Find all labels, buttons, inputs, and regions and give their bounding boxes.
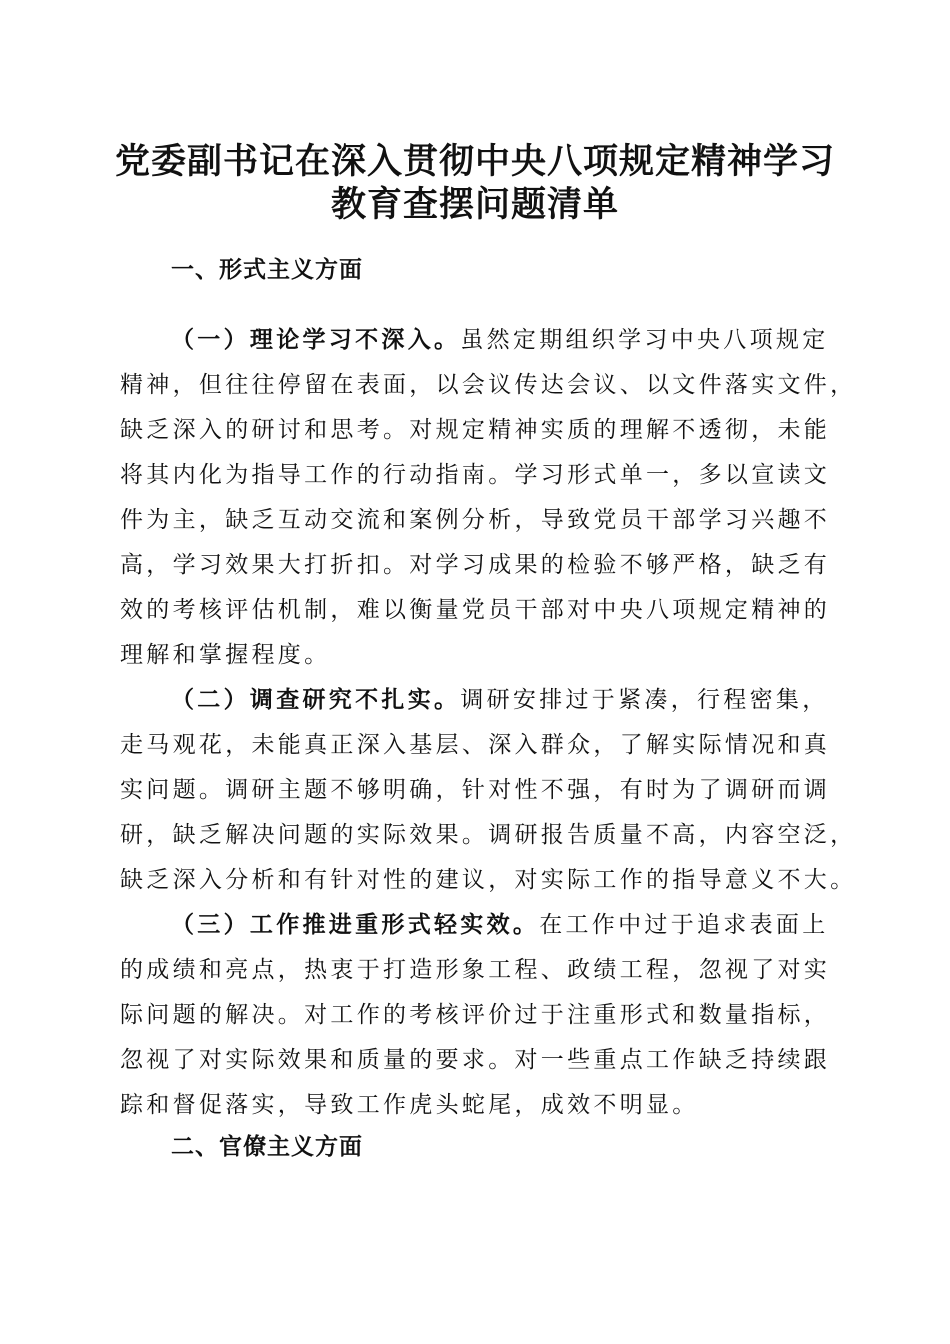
subheading-3: （三）工作推进重形式轻实效。 [171, 912, 540, 938]
paragraph-2-line: 实问题。调研主题不够明确，针对性不强，有时为了调研而调 [120, 777, 831, 803]
paragraph-1-line: （一）理论学习不深入。虽然定期组织学习中央八项规定 [171, 327, 829, 353]
paragraph-3-line: 际问题的解决。对工作的考核评价过于注重形式和数量指标， [120, 1002, 831, 1028]
paragraph-1-line: 理解和掌握程度。 [120, 642, 331, 668]
section-heading-bureaucratism: 二、官僚主义方面 [171, 1134, 363, 1160]
paragraph-1-line: 高，学习效果大打折扣。对学习成果的检验不够严格，缺乏有 [120, 552, 831, 578]
paragraph-1-line: 件为主，缺乏互动交流和案例分析，导致党员干部学习兴趣不 [120, 507, 831, 533]
paragraph-3-line: 忽视了对实际效果和质量的要求。对一些重点工作缺乏持续跟 [120, 1047, 831, 1073]
paragraph-1-line: 效的考核评估机制，难以衡量党员干部对中央八项规定精神的 [120, 597, 831, 623]
paragraph-3-line: 踪和督促落实，导致工作虎头蛇尾，成效不明显。 [120, 1092, 699, 1118]
paragraph-2-line: 走马观花，未能真正深入基层、深入群众，了解实际情况和真 [120, 732, 831, 758]
paragraph-1-line: 将其内化为指导工作的行动指南。学习形式单一，多以宣读文 [120, 462, 831, 488]
paragraph-2-line: 缺乏深入分析和有针对性的建议，对实际工作的指导意义不大。 [120, 867, 857, 893]
paragraph-3-line: （三）工作推进重形式轻实效。在工作中过于追求表面上 [171, 912, 829, 938]
section-heading-formalism: 一、形式主义方面 [171, 257, 363, 283]
document-title-line-1: 党委副书记在深入贯彻中央八项规定精神学习 [114, 141, 835, 182]
paragraph-2-line: 研，缺乏解决问题的实际效果。调研报告质量不高，内容空泛， [120, 822, 857, 848]
paragraph-1-line: 缺乏深入的研讨和思考。对规定精神实质的理解不透彻，未能 [120, 417, 831, 443]
paragraph-1-line: 精神，但往往停留在表面，以会议传达会议、以文件落实文件， [120, 372, 857, 398]
subheading-1: （一）理论学习不深入。 [171, 327, 461, 353]
paragraph-3-line: 的成绩和亮点，热衷于打造形象工程、政绩工程，忽视了对实 [120, 957, 831, 983]
subheading-2: （二）调查研究不扎实。 [171, 687, 461, 713]
paragraph-2-line: （二）调查研究不扎实。调研安排过于紧凑，行程密集， [171, 687, 829, 713]
document-title-line-2: 教育查摆问题清单 [330, 184, 619, 225]
